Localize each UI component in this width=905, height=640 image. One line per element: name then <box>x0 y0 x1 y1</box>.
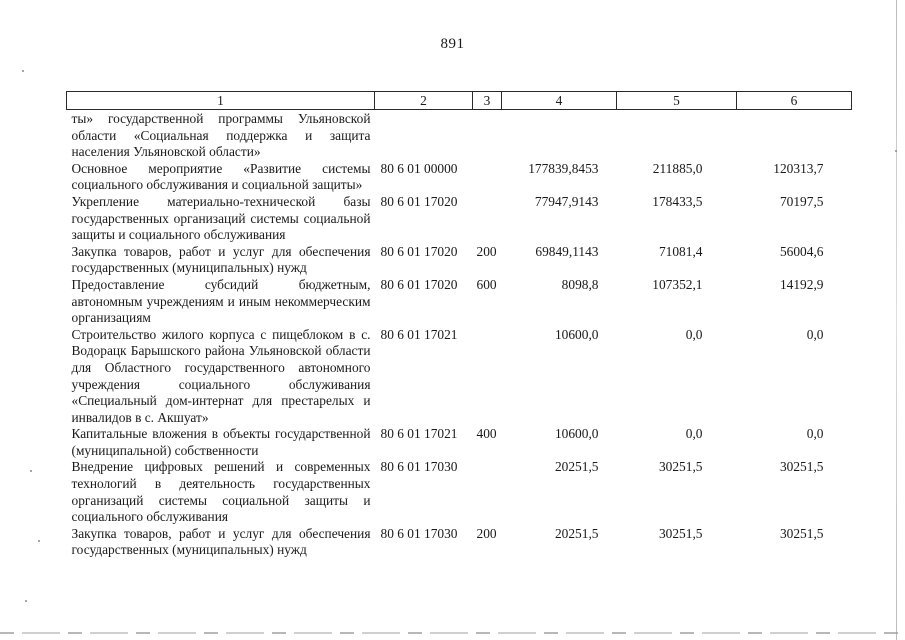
row-value-col6: 56004,6 <box>779 243 824 259</box>
scan-speck <box>30 470 32 472</box>
column-header: 3 <box>473 92 502 110</box>
row-expense-type: 200 <box>476 243 497 259</box>
table-row <box>67 161 852 194</box>
row-value-col4: 10600,0 <box>554 426 599 442</box>
row-name: Основное мероприятие «Развитие системы социального обслуживания и социальной защиты» <box>71 160 371 193</box>
row-value-col6: 0,0 <box>806 326 824 342</box>
row-value-col5: 30251,5 <box>658 525 703 541</box>
scan-edge-right <box>896 0 897 640</box>
row-value-col5: 211885,0 <box>652 160 703 176</box>
row-code: 80 6 01 17020 <box>380 193 458 209</box>
row-name: Закупка товаров, работ и услуг для обеспечения государственных (муниципальных) нужд <box>71 525 371 558</box>
row-name: Предоставление субсидий бюджетным, автономным учреждениям и иным некоммерческим организациям <box>71 276 371 326</box>
row-value-col6 <box>737 110 852 161</box>
row-code: 80 6 01 17021 <box>380 326 458 342</box>
row-expense-type: 600 <box>476 276 497 292</box>
row-value-col6: 30251,5 <box>779 459 824 475</box>
table-row <box>67 110 852 161</box>
row-code: 80 6 01 17030 <box>380 459 458 475</box>
column-header: 4 <box>502 92 617 110</box>
row-name: Капитальные вложения в объекты государственной (муниципальной) собственности <box>71 426 371 458</box>
column-header: 2 <box>375 92 473 110</box>
row-value-col4 <box>502 110 617 161</box>
row-code: 80 6 01 00000 <box>380 160 458 176</box>
row-value-col6: 0,0 <box>806 426 824 442</box>
row-value-col5 <box>617 110 737 161</box>
row-value-col4: 77947,9143 <box>534 193 599 209</box>
column-header: 1 <box>67 92 375 110</box>
table-row <box>67 426 852 459</box>
table-row <box>67 277 852 327</box>
row-value-col4: 8098,8 <box>561 276 599 292</box>
row-expense-type <box>473 110 502 161</box>
header-row <box>67 92 852 110</box>
row-code <box>375 110 473 161</box>
scan-edge-bottom <box>0 632 905 634</box>
row-expense-type <box>473 327 502 427</box>
row-value-col5: 0,0 <box>685 426 703 442</box>
table-row <box>67 194 852 244</box>
row-value-col4: 177839,8453 <box>528 160 599 176</box>
row-code: 80 6 01 17020 <box>380 243 458 259</box>
row-value-col5: 178433,5 <box>652 193 703 209</box>
row-expense-type: 200 <box>476 525 497 541</box>
row-code: 80 6 01 17030 <box>380 525 458 541</box>
row-value-col4: 10600,0 <box>554 326 599 342</box>
row-name: ты» государственной программы Ульяновской области «Социальная поддержка и защита населения Ульяновской области» <box>71 111 371 160</box>
row-expense-type: 400 <box>476 426 497 442</box>
row-value-col5: 71081,4 <box>658 243 703 259</box>
scan-speck <box>25 600 27 602</box>
table-row <box>67 526 852 559</box>
row-value-col5: 0,0 <box>685 326 703 342</box>
table-row <box>67 459 852 525</box>
row-code: 80 6 01 17020 <box>380 276 458 292</box>
row-value-col6: 14192,9 <box>779 276 824 292</box>
row-value-col6: 70197,5 <box>779 193 824 209</box>
table-row <box>67 327 852 427</box>
row-value-col6: 30251,5 <box>779 525 824 541</box>
row-value-col6: 120313,7 <box>773 160 824 176</box>
row-value-col4: 69849,1143 <box>535 243 599 259</box>
row-code: 80 6 01 17021 <box>380 426 458 442</box>
page-number: 891 <box>440 36 465 52</box>
row-expense-type <box>473 459 502 525</box>
budget-table <box>66 91 852 559</box>
scan-speck <box>895 150 897 152</box>
scan-speck <box>38 540 40 542</box>
row-value-col4: 20251,5 <box>554 525 599 541</box>
table-row <box>67 244 852 277</box>
row-value-col5: 107352,1 <box>652 276 703 292</box>
row-expense-type <box>473 194 502 244</box>
row-name: Закупка товаров, работ и услуг для обеспечения государственных (муниципальных) нужд <box>71 243 371 276</box>
column-header: 5 <box>617 92 737 110</box>
row-expense-type <box>473 161 502 194</box>
scan-speck <box>22 70 24 72</box>
row-name: Строительство жилого корпуса с пищеблоком в с. Водорацк Барышского района Ульяновской области для Областного государственного автономного учреждения социального обслуживания «Специальный дом-интернат для престарелых и инвалидов в с. Акшуат» <box>71 326 371 425</box>
row-name: Внедрение цифровых решений и современных технологий в деятельность государственных организаций системы социальной защиты и социального обслуживания <box>71 459 371 525</box>
row-value-col4: 20251,5 <box>554 459 599 475</box>
column-header: 6 <box>737 92 852 110</box>
row-value-col5: 30251,5 <box>658 459 703 475</box>
row-name: Укрепление материально-технической базы государственных организаций системы социальной защиты и социального обслуживания <box>71 193 371 243</box>
